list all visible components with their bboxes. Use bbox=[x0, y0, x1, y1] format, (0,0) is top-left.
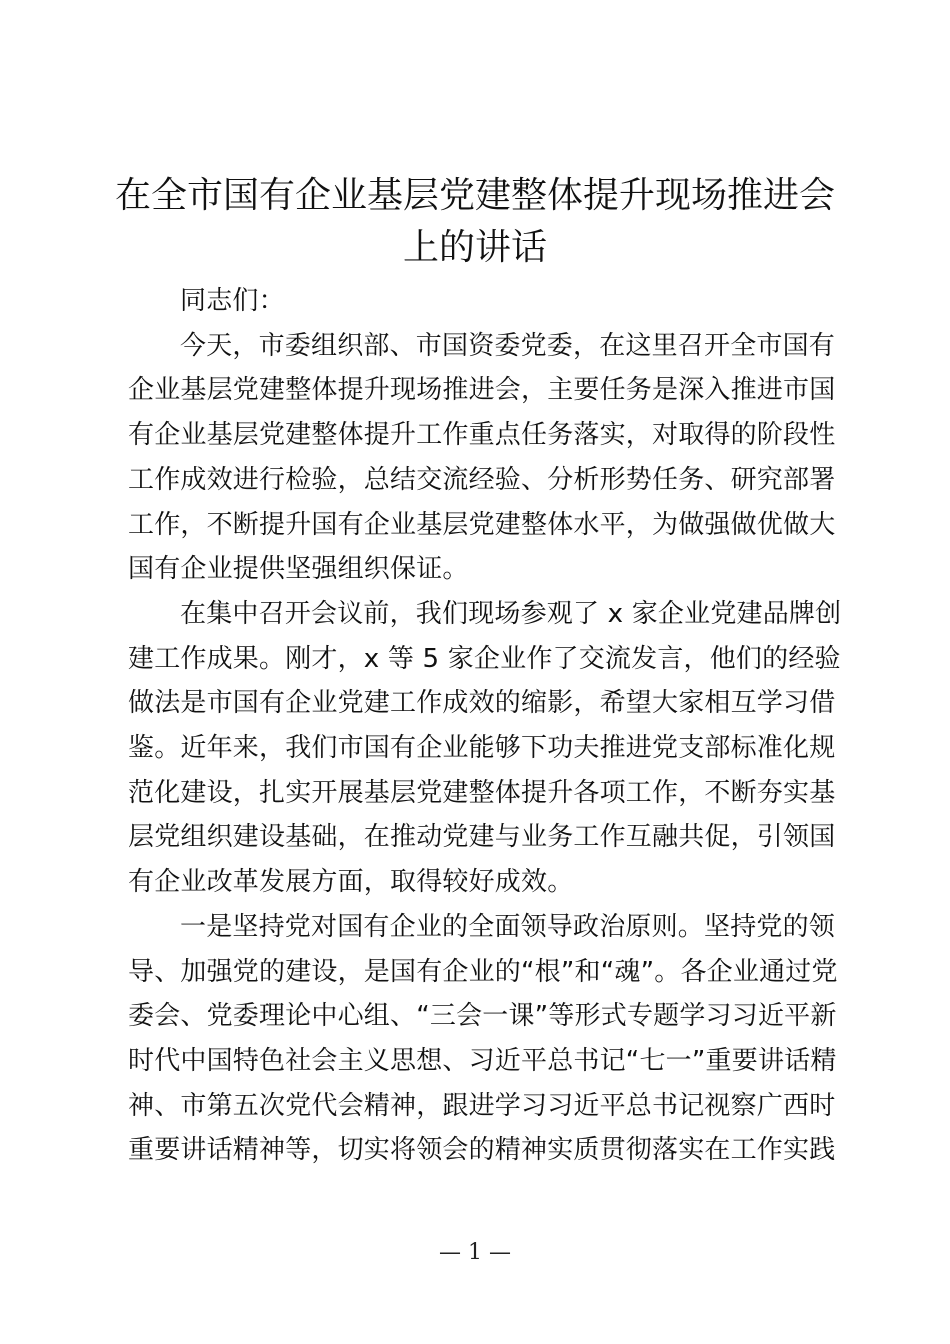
paragraph-line: 鉴。近年来，我们市国有企业能够下功夫推进党支部标准化规 bbox=[128, 733, 836, 764]
paragraph-line: 时代中国特色社会主义思想、习近平总书记“七一”重要讲话精 bbox=[128, 1045, 837, 1076]
paragraph-3 bbox=[128, 905, 838, 1173]
paragraph-line: 范化建设，扎实开展基层党建整体提升各项工作，不断夯实基 bbox=[128, 777, 836, 808]
paragraph-line: 重要讲话精神等，切实将领会的精神实质贯彻落实在工作实践 bbox=[128, 1135, 836, 1166]
title-line-1: 在全市国有企业基层党建整体提升现场推进会 bbox=[114, 175, 835, 216]
document-title bbox=[110, 170, 840, 274]
paragraph-salutation bbox=[128, 279, 828, 324]
paragraph-line: 做法是市国有企业党建工作成效的缩影，希望大家相互学习借 bbox=[128, 688, 836, 719]
paragraph-line: 今天，市委组织部、市国资委党委，在这里召开全市国有 bbox=[180, 330, 836, 361]
paragraph-line: 国有企业提供坚强组织保证。 bbox=[128, 554, 469, 585]
paragraph-line: 企业基层党建整体提升现场推进会，主要任务是深入推进市国 bbox=[128, 375, 836, 406]
paragraph-line: 有企业改革发展方面，取得较好成效。 bbox=[128, 867, 574, 898]
paragraph-line: 建工作成果。刚才，x 等 5 家企业作了交流发言，他们的经验 bbox=[128, 643, 841, 674]
paragraph-line: 一是坚持党对国有企业的全面领导政治原则。坚持党的领 bbox=[180, 911, 836, 942]
title-line-2: 上的讲话 bbox=[402, 227, 547, 268]
paragraph-line: 层党组织建设基础，在推动党建与业务工作互融共促，引领国 bbox=[128, 822, 836, 853]
paragraph-1 bbox=[128, 324, 836, 592]
paragraph-line: 同志们： bbox=[180, 286, 285, 316]
page-number: — 1 — bbox=[439, 1240, 511, 1265]
paragraph-2 bbox=[128, 592, 842, 905]
paragraph-line: 在集中召开会议前，我们现场参观了 x 家企业党建品牌创 bbox=[180, 598, 842, 629]
paragraph-line: 导、加强党的建设，是国有企业的“根”和“魂”。各企业通过党 bbox=[128, 956, 838, 987]
document-body bbox=[128, 279, 842, 1173]
paragraph-line: 工作成效进行检验，总结交流经验、分析形势任务、研究部署 bbox=[128, 464, 836, 495]
paragraph-line: 有企业基层党建整体提升工作重点任务落实，对取得的阶段性 bbox=[128, 420, 836, 451]
paragraph-line: 委会、党委理论中心组、“三会一课”等形式专题学习习近平新 bbox=[128, 1001, 837, 1032]
paragraph-line: 神、市第五次党代会精神，跟进学习习近平总书记视察广西时 bbox=[128, 1090, 836, 1121]
paragraph-line: 工作，不断提升国有企业基层党建整体水平，为做强做优做大 bbox=[128, 509, 836, 540]
